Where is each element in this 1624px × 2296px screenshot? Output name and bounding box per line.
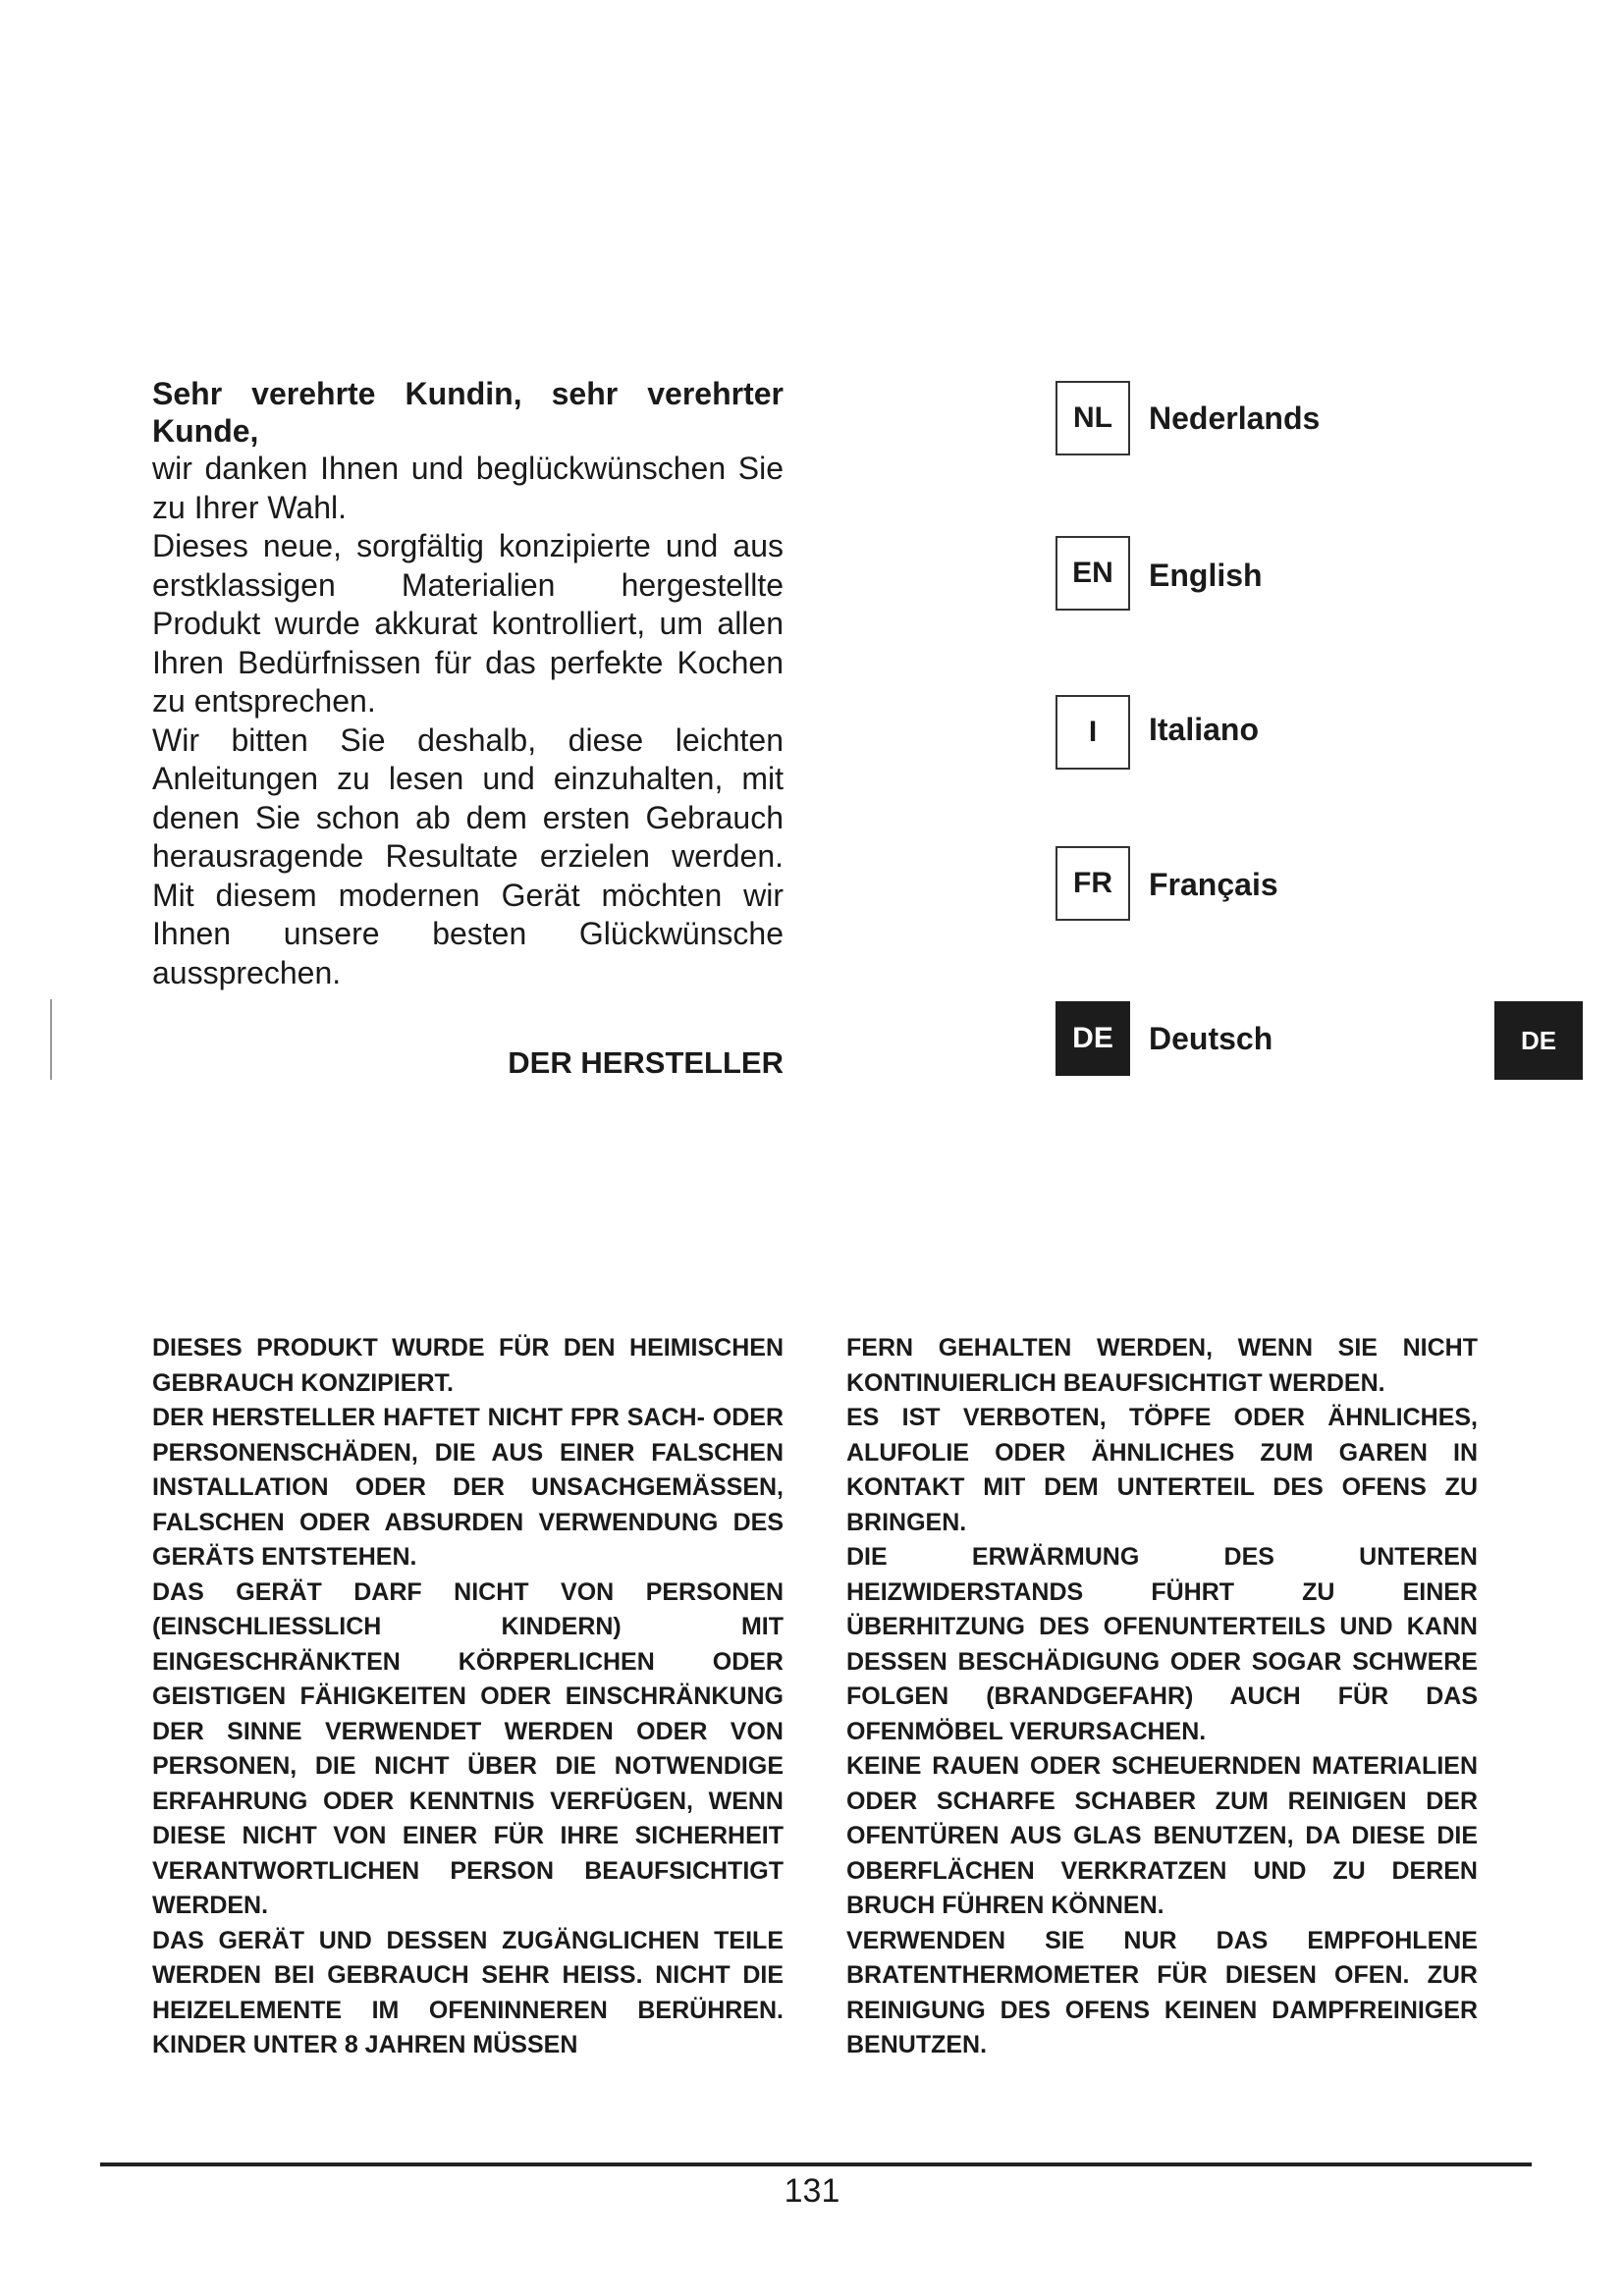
page-number: 131	[784, 2172, 840, 2210]
warning-column-right	[846, 1331, 1478, 2063]
language-name: Nederlands	[1149, 400, 1321, 436]
language-code-box: FR	[1056, 846, 1130, 921]
warning-paragraph: ES IST VERBOTEN, TÖPFE ODER ÄHNLICHES, ALUFOLIE ODER ÄHNLICHES ZUM GAREN IN KONTAKT MIT DEM UNTERTEIL DES OFENS ZU BRINGEN.	[846, 1404, 1478, 1536]
language-code-box: I	[1056, 695, 1130, 770]
warning-paragraph: KEINE RAUEN ODER SCHEUERNDEN MATERIALIEN ODER SCHARFE SCHABER ZUM REINIGEN DER OFENTÜREN AUS GLAS BENUTZEN, DA DIESE DIE OBERFLÄCHEN VERKRATZEN UND ZU DEREN BRUCH FÜHREN KÖNNEN.	[846, 1752, 1478, 1919]
warning-paragraph: DAS GERÄT DARF NICHT VON PERSONEN (EINSCHLIESSLICH KINDERN) MIT EINGESCHRÄNKTEN KÖRPERLICHEN ODER GEISTIGEN FÄHIGKEITEN ODER EINSCHRÄNKUNG DER SINNE VERWENDET WERDEN ODER VON PERSONEN, DIE NICHT ÜBER DIE NOTWENDIGE ERFAHRUNG ODER KENNTNIS VERFÜGEN, WENN DIESE NICHT VON EINER FÜR IHRE SICHERHEIT VERANTWORTLICHEN PERSON BEAUFSICHTIGT WERDEN.	[152, 1577, 784, 1919]
margin-rule	[50, 999, 52, 1080]
intro-paragraph: wir danken Ihnen und beglückwünschen Sie zu Ihrer Wahl.	[152, 451, 784, 525]
greeting: Sehr verehrte Kundin, sehr verehrter Kunde,	[152, 376, 784, 449]
language-code-box: NL	[1056, 381, 1130, 455]
section-tab-de: DE	[1494, 1001, 1583, 1080]
manufacturer-signature: DER HERSTELLER	[508, 1045, 784, 1080]
language-code-box: EN	[1056, 536, 1130, 611]
intro-text	[152, 375, 784, 992]
warning-paragraph: DER HERSTELLER HAFTET NICHT FPR SACH- ODER PERSONENSCHÄDEN, DIE AUS EINER FALSCHEN INSTALLATION ODER DER UNSACHGEMÄSSEN, FALSCHEN ODER ABSURDEN VERWENDUNG DES GERÄTS ENTSTEHEN.	[152, 1404, 784, 1571]
warning-paragraph: DIE ERWÄRMUNG DES UNTEREN HEIZWIDERSTANDS FÜHRT ZU EINER ÜBERHITZUNG DES OFENUNTERTEILS UND KANN DESSEN BESCHÄDIGUNG ODER SOGAR SCHWERE FOLGEN (BRANDGEFAHR) AUCH FÜR DAS OFENMÖBEL VERURSACHEN.	[846, 1543, 1478, 1745]
language-name: Italiano	[1149, 712, 1260, 747]
footer-rule	[100, 2163, 1532, 2166]
warning-column-left	[152, 1331, 784, 2063]
intro-paragraph: Wir bitten Sie deshalb, diese leichten Anleitungen zu lesen und einzuhalten, mit denen Sie schon ab dem ersten Gebrauch herausragende Resultate erzielen werden. Mit diesem modernen Gerät möchten wir Ihnen unsere besten Glückwünsche aussprechen.	[152, 721, 784, 990]
language-name: English	[1149, 558, 1263, 593]
language-name: Deutsch	[1149, 1021, 1273, 1056]
warning-paragraph: DAS GERÄT UND DESSEN ZUGÄNGLICHEN TEILE WERDEN BEI GEBRAUCH SEHR HEISS. NICHT DIE HEIZELEMENTE IM OFENINNEREN BERÜHREN. KINDER UNTER 8 JAHREN MÜSSEN	[152, 1926, 784, 2058]
warning-paragraph: FERN GEHALTEN WERDEN, WENN SIE NICHT KONTINUIERLICH BEAUFSICHTIGT WERDEN.	[846, 1334, 1478, 1397]
intro-paragraph: Dieses neue, sorgfältig konzipierte und aus erstklassigen Materialien hergestellte Produkt wurde akkurat kontrolliert, um allen Ihren Bedürfnissen für das perfekte Kochen zu entsprechen.	[152, 528, 784, 719]
warning-paragraph: DIESES PRODUKT WURDE FÜR DEN HEIMISCHEN GEBRAUCH KONZIPIERT.	[152, 1334, 784, 1397]
language-name: Français	[1149, 867, 1278, 902]
warning-paragraph: VERWENDEN SIE NUR DAS EMPFOHLENE BRATENTHERMOMETER FÜR DIESEN OFEN. ZUR REINIGUNG DES OFENS KEINEN DAMPFREINIGER BENUTZEN.	[846, 1926, 1478, 2058]
language-code-box-active: DE	[1056, 1001, 1130, 1076]
